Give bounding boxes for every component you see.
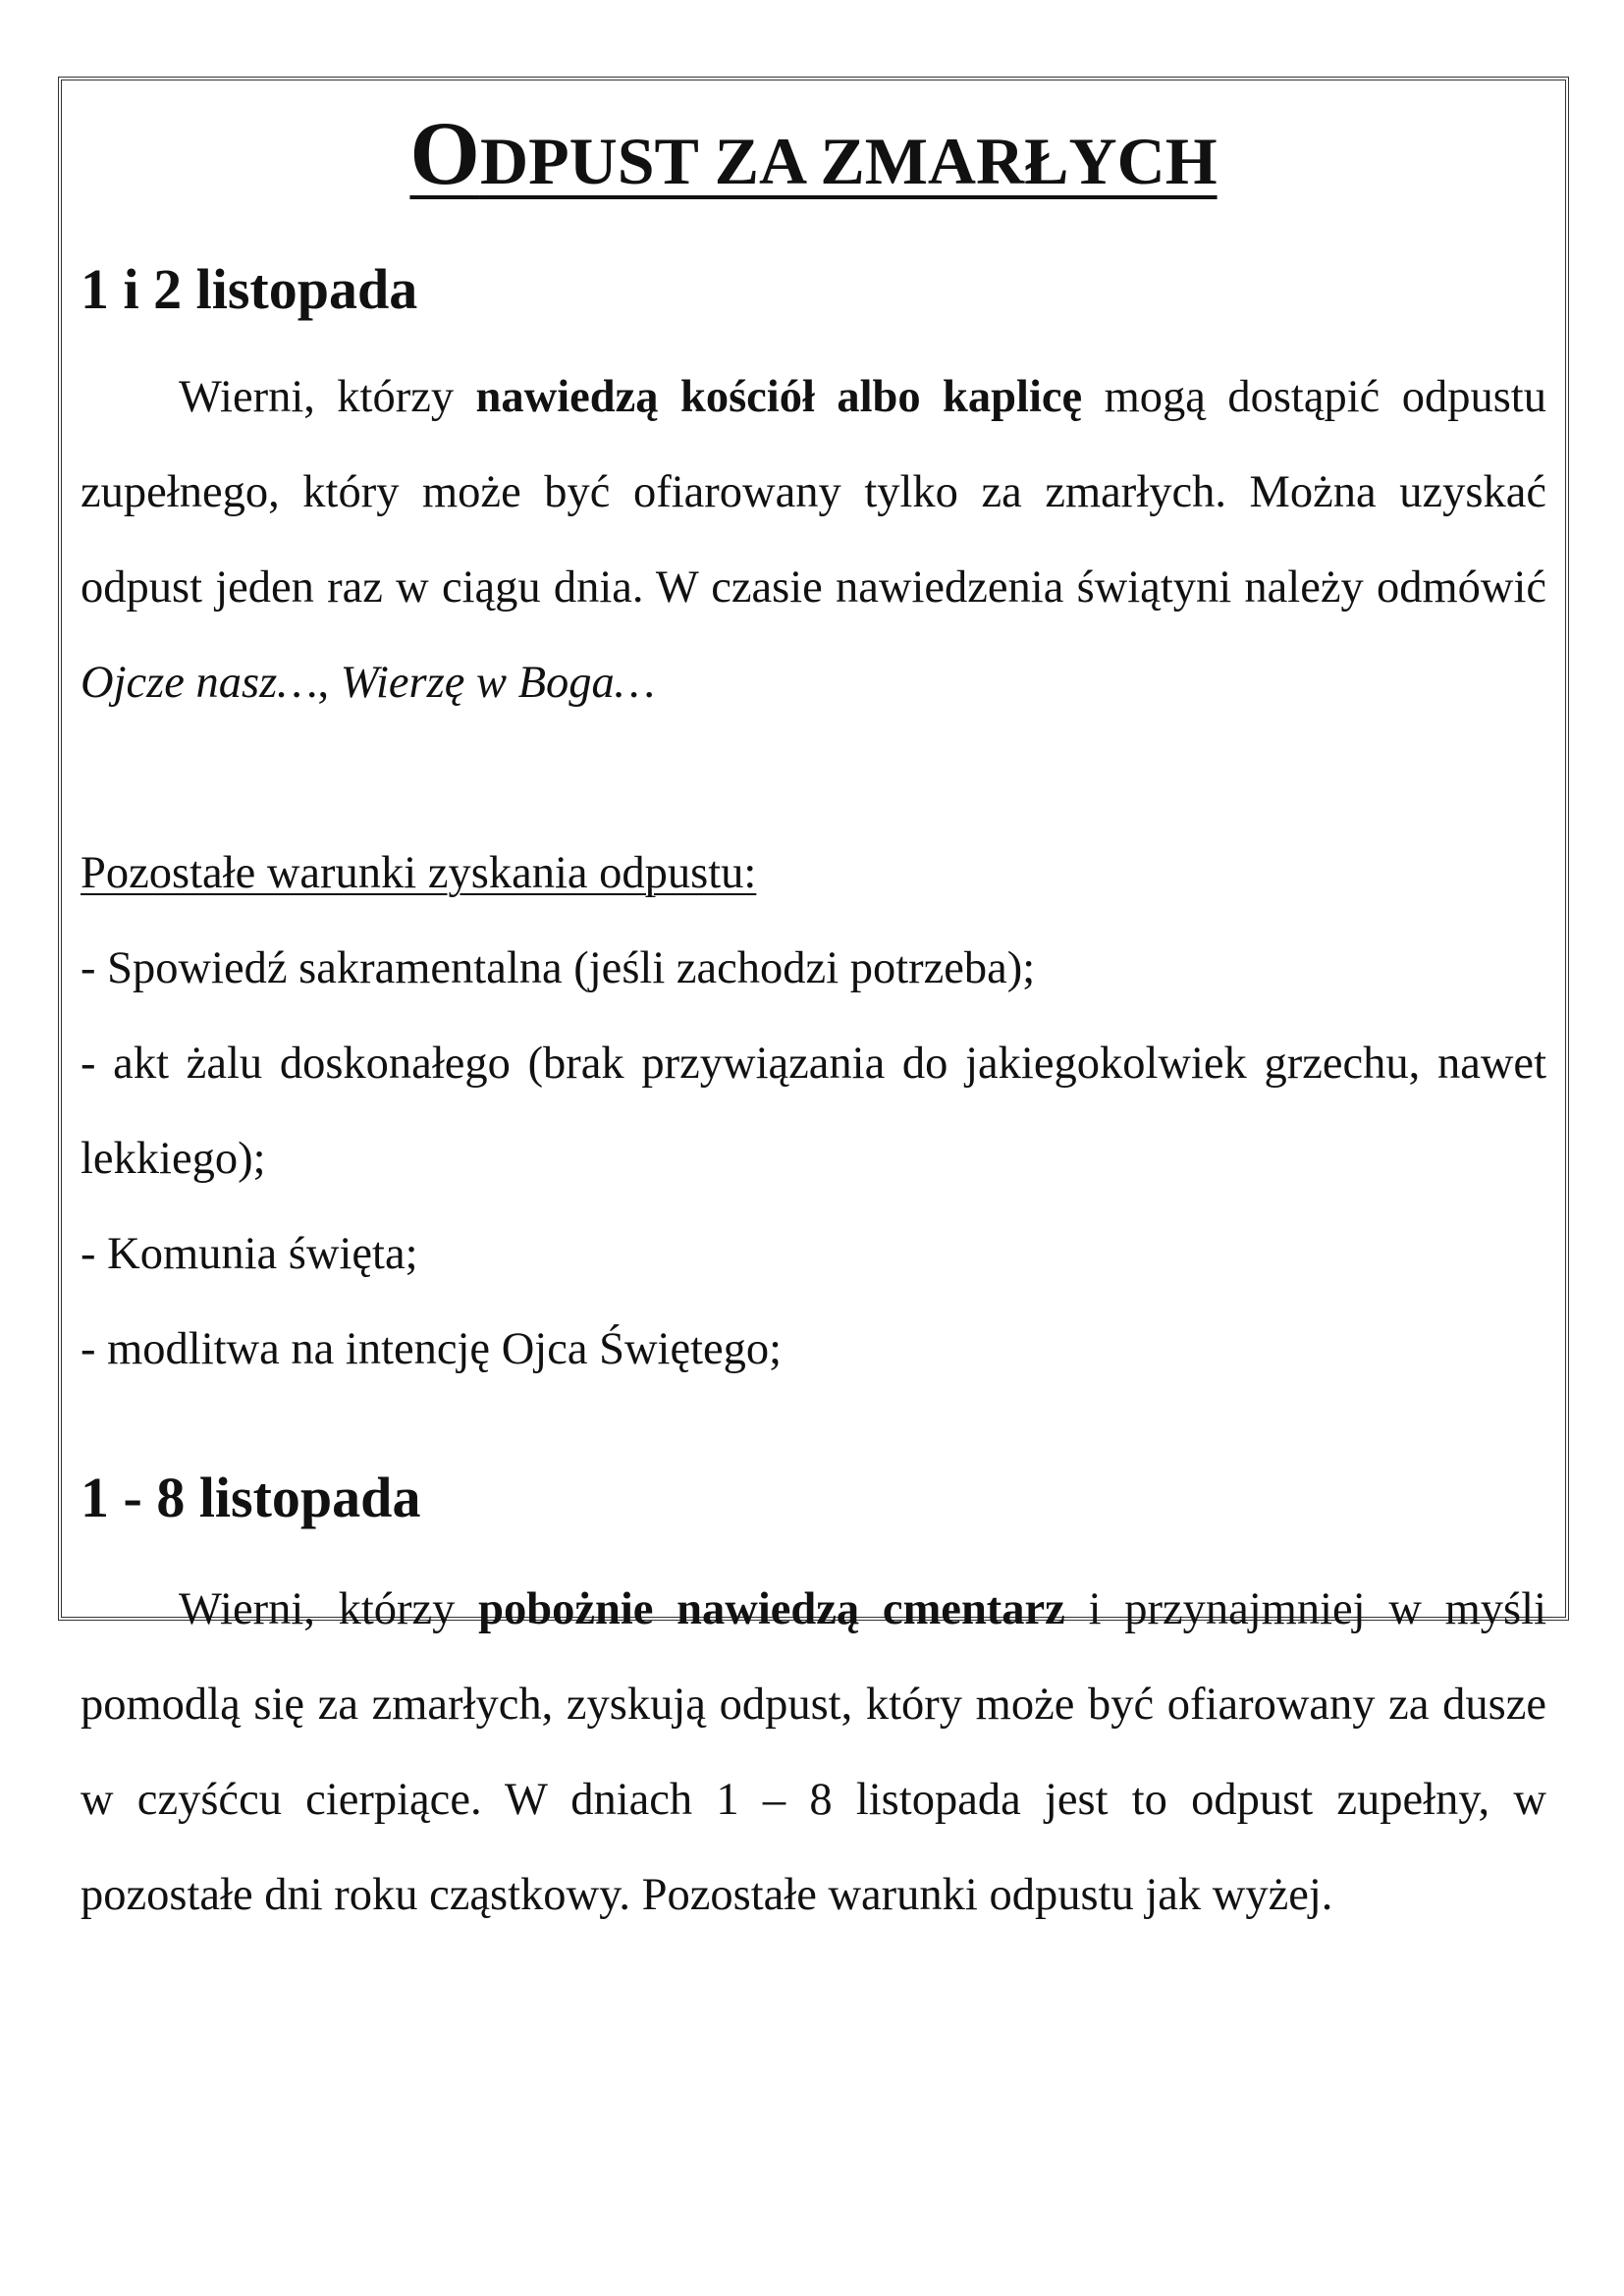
para-1-text-2: mogą dostąpić odpustu zupełnego, który może być ofiarowany tylko za zmarłych. Można uzyskać odpust jeden raz w ciągu dnia. W czasie nawiedzenia świątyni należy odmówić: [81, 372, 1546, 613]
para-1-italic-2: Wierzę w Boga…: [340, 658, 656, 708]
conditions-heading: Pozostałe warunki zyskania odpustu:: [81, 848, 757, 898]
condition-item: - modlitwa na intencję Ojca Świętego;: [81, 1324, 783, 1374]
condition-item: - akt żalu doskonałego (brak przywiązania do jakiegokolwiek grzechu, nawet lekkiego);: [81, 1039, 1546, 1184]
section-heading-1: 1 i 2 listopada: [81, 257, 418, 321]
para-2-text-1: Wierni, którzy: [179, 1584, 479, 1634]
title-rest: DPUST ZA ZMARŁYCH: [479, 124, 1218, 198]
para-2-text-2: i przynajmniej w myśli pomodlą się za zmarłych, zyskują odpust, który może być ofiarowany za dusze w czyśćcu cierpiące. W dniach 1 – 8 listopada jest to odpust zupełny, w pozostałe dni roku cząstkowy. Pozostałe warunki odpustu jak wyżej.: [81, 1584, 1546, 1920]
document-title: [81, 102, 1546, 203]
para-1-bold: nawiedzą kościół albo kaplicę: [475, 372, 1083, 422]
para-1-text-3: ,: [317, 658, 341, 708]
condition-item: - Komunia święta;: [81, 1229, 418, 1279]
condition-item: - Spowiedź sakramentalna (jeśli zachodzi potrzeba);: [81, 943, 1036, 993]
section-1-paragraph: [81, 349, 1546, 730]
title-initial: O: [409, 103, 480, 203]
conditions-list: [81, 826, 1546, 1397]
para-1-italic-1: Ojcze nasz…: [81, 658, 318, 708]
section-2-paragraph: [81, 1562, 1546, 1943]
document-frame: [58, 77, 1569, 1920]
section-heading-2: 1 - 8 listopada: [81, 1466, 421, 1529]
para-1-text-1: Wierni, którzy: [179, 372, 476, 422]
para-2-bold: pobożnie nawiedzą cmentarz: [478, 1584, 1065, 1634]
